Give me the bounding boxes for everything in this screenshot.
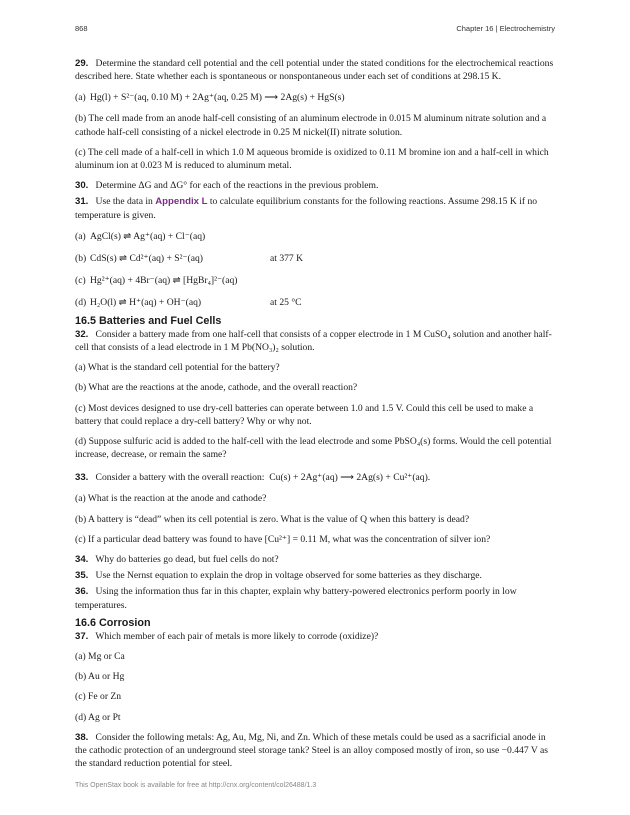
question-33-part-b: (b) A battery is “dead” when its cell potential is zero. What is the value of Q when this battery is dead? (75, 513, 470, 525)
question-text-cont: to calculate equilibrium constants for the following reactions. Assume 298.15 K if no temperature is given. (75, 196, 538, 221)
question-text: Consider the following metals: Ag, Au, Mg, Ni, and Zn. Which of these metals could be used as a sacrificial anode in the cathodic protection of an underground steel storage tank? Steel is an alloy composed mostly of iron, so use −0.447 V as the standard reduction potential for steel. (75, 731, 549, 770)
question-number: 29. (75, 58, 89, 69)
equation: Cu(s) + 2Ag⁺(aq) ⟶ 2Ag(s) + Cu²⁺(aq). (269, 472, 431, 484)
condition: at 377 K (270, 252, 304, 264)
equation: AgCl(s) ⇌ Ag⁺(aq) + Cl⁻(aq) (90, 230, 206, 242)
question-37-part-c: (c) Fe or Zn (75, 691, 122, 703)
question-text: Use the data in (95, 196, 153, 208)
question-36 (75, 585, 557, 611)
page-number: 868 (75, 24, 88, 33)
question-32-part-c: (c) Most devices designed to use dry-cell batteries can operate between 1.0 and 1.5 V. Could this cell be used to make a battery that could replace a dry-cell battery? Why or why not. (75, 402, 534, 427)
question-number: 31. (75, 196, 89, 208)
question-32-part-b: (b) What are the reactions at the anode, cathode, and the overall reaction? (75, 382, 358, 394)
question-29-part-a (75, 90, 557, 105)
question-32-part-a: (a) What is the standard cell potential for the battery? (75, 362, 280, 374)
section-heading-16-5: 16.5 Batteries and Fuel Cells (75, 314, 222, 327)
question-37-part-a: (a) Mg or Ca (75, 651, 125, 663)
question-text: Which member of each pair of metals is more likely to corrode (oxidize)? (95, 630, 379, 642)
question-31 (75, 195, 557, 221)
question-text: Consider a battery made from one half-cell that consists of a copper electrode in 1 M CuSO₄ solution and another half-cell that consists of a lead electrode in 1 M Pb(NO₃)₂ solution. (75, 328, 552, 354)
question-text: Determine the standard cell potential and the cell potential under the stated conditions for the electrochemical reactions described here. State whether each is spontaneous or nonspontaneous under each set of conditions at 298.15 K. (75, 58, 554, 83)
question-29 (75, 57, 557, 83)
question-text: Determine ΔG and ΔG° for each of the reactions in the previous problem. (95, 180, 379, 192)
question-33-part-c: (c) If a particular dead battery was found to have [Cu²⁺] = 0.11 M, what was the concentration of silver ion? (75, 533, 491, 545)
part-label: (a) (75, 230, 86, 242)
question-text: Consider a battery with the overall reaction: (95, 472, 265, 484)
question-37 (75, 630, 557, 643)
equation: CdS(s) ⇌ Cd²⁺(aq) + S²⁻(aq) (90, 252, 203, 264)
question-number: 37. (75, 630, 89, 642)
question-number: 32. (75, 328, 89, 340)
question-31-part-b (75, 251, 557, 266)
part-label: (a) (75, 92, 86, 104)
question-31-part-d (75, 295, 557, 310)
question-38 (75, 731, 557, 771)
part-label: (b) (75, 252, 87, 264)
question-32-part-d: (d) Suppose sulfuric acid is added to the half-cell with the lead electrode and some PbSO₄(s) forms. Would the cell potential increase, decrease, or remain the same? (75, 436, 552, 461)
question-number: 34. (75, 554, 89, 566)
question-number: 30. (75, 180, 89, 192)
chapter-title: Chapter 16 | Electrochemistry (456, 24, 555, 33)
question-number: 36. (75, 586, 89, 598)
question-37-part-d: (d) Ag or Pt (75, 711, 121, 723)
question-text: Why do batteries go dead, but fuel cells do not? (95, 554, 279, 566)
question-35 (75, 569, 557, 582)
question-33 (75, 470, 557, 485)
question-37-part-b: (b) Au or Hg (75, 671, 125, 683)
part-label: (d) (75, 296, 87, 308)
exercise-list (75, 57, 557, 771)
question-29-part-c: (c) The cell made of a half-cell in which 1.0 M aqueous bromide is oxidized to 0.11 M bromine ion and a half-cell in which aluminum ion at 0.023 M is reduced to aluminum metal. (75, 146, 549, 172)
section-heading-16-6: 16.6 Corrosion (75, 616, 151, 629)
part-label: (c) (75, 274, 86, 286)
question-text: Using the information thus far in this chapter, explain why battery-powered electronics perform poorly in low temperatures. (75, 586, 517, 611)
question-text: Use the Nernst equation to explain the drop in voltage observed for some batteries as they discharge. (95, 570, 482, 582)
question-number: 33. (75, 472, 89, 484)
equation: Hg²⁺(aq) + 4Br⁻(aq) ⇌ [HgBr₄]²⁻(aq) (90, 274, 238, 286)
equation: H₂O(l) ⇌ H⁺(aq) + OH⁻(aq) (90, 296, 202, 308)
question-number: 35. (75, 570, 89, 582)
equation: Hg(l) + S²⁻(aq, 0.10 M) + 2Ag⁺(aq, 0.25 M) ⟶ 2Ag(s) + HgS(s) (90, 92, 345, 104)
condition: at 25 °C (270, 296, 302, 308)
appendix-link[interactable]: Appendix L (155, 196, 208, 208)
question-29-part-b: (b) The cell made from an anode half-cell consisting of an aluminum electrode in 0.015 M aluminum nitrate solution and a cathode half-cell consisting of a nickel electrode in 0.25 M nickel(II) nitrate solution. (75, 113, 547, 138)
question-31-part-a (75, 229, 557, 244)
question-number: 38. (75, 731, 89, 743)
question-30 (75, 179, 557, 192)
question-33-part-a: (a) What is the reaction at the anode and cathode? (75, 493, 267, 505)
question-32 (75, 328, 557, 354)
question-31-part-c (75, 273, 557, 288)
question-34 (75, 553, 557, 566)
footer-note: This OpenStax book is available for free at http://cnx.org/content/col26488/1.3 (75, 782, 317, 789)
